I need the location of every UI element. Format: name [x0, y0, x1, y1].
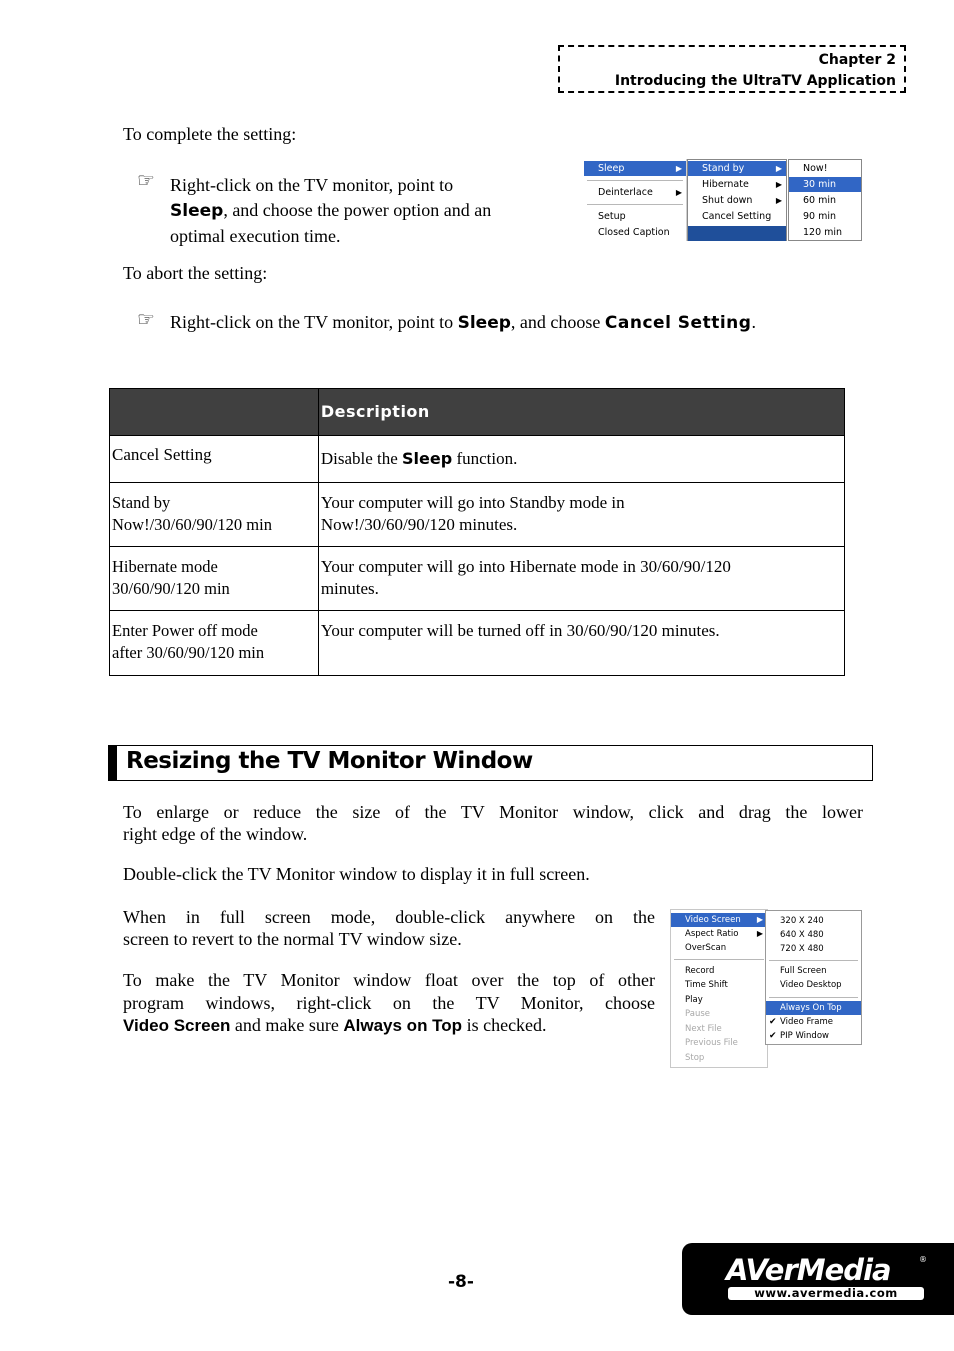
menu-item-closed-caption[interactable]: Closed Caption: [598, 227, 670, 238]
row-option: Enter Power off mode: [112, 621, 258, 640]
row-desc-bold: Sleep: [402, 449, 453, 468]
menu-item-sleep[interactable]: Sleep ▶: [584, 161, 686, 176]
abort-step-prefix: Right-click on the TV monitor, point to: [170, 312, 454, 332]
menu-item-cancel-setting[interactable]: Cancel Setting: [702, 211, 772, 222]
row-option: Stand by: [112, 493, 171, 512]
resize-p4-end: is checked.: [466, 1015, 547, 1035]
video-screen-menu-screenshot: [670, 909, 863, 1068]
resize-paragraph-3: [123, 906, 655, 950]
context-menu-video-main: [670, 909, 768, 1068]
menu-item-60min[interactable]: 60 min: [803, 195, 837, 206]
abort-step-cancel: Cancel Setting: [604, 313, 752, 333]
table-row: [110, 611, 845, 676]
resize-p3-line1: When in full screen mode, double-click anywhere on the: [123, 907, 655, 927]
menu-item-now[interactable]: Now!: [803, 163, 828, 174]
logo-url: www.avermedia.com: [754, 1286, 898, 1300]
menu-item-30min[interactable]: 30 min: [789, 177, 861, 192]
table-row: [110, 483, 845, 547]
heading-bar: [109, 746, 117, 780]
menu-item-pause: Pause: [685, 1009, 710, 1019]
check-icon: ✔: [769, 1031, 777, 1041]
complete-step-sleep: Sleep: [170, 201, 224, 221]
chapter-number: Chapter 2: [818, 52, 896, 68]
chapter-title: Introducing the UltraTV Application: [614, 73, 896, 89]
abort-step-end: .: [751, 312, 756, 332]
context-menu-video-sub: [765, 910, 862, 1045]
row-desc-line1: Your computer will be turned off in 30/60/90/120 minutes.: [320, 621, 720, 640]
context-menu-sleep-sub: [687, 159, 787, 241]
row-option: Hibernate mode: [112, 557, 218, 576]
table-header-row: [110, 389, 845, 436]
resize-p1-line2: right edge of the window.: [123, 824, 308, 844]
row-option: Cancel Setting: [112, 445, 212, 464]
abort-step-sleep: Sleep: [457, 313, 511, 333]
row-desc-line2: minutes.: [320, 579, 379, 598]
menu-item-next-file: Next File: [685, 1024, 722, 1034]
menu-item-video-screen[interactable]: Video Screen ▶: [671, 913, 767, 927]
abort-step-middle: , and choose: [510, 312, 601, 332]
menu-item-720x480[interactable]: 720 X 480: [780, 944, 824, 954]
resize-paragraph-4: [123, 969, 655, 1038]
menu-item-full-screen[interactable]: Full Screen: [780, 966, 827, 976]
menu-item-stop: Stop: [685, 1053, 705, 1063]
resize-paragraph-2: Double-click the TV Monitor window to display it in full screen.: [123, 864, 590, 884]
row-desc-post: function.: [456, 449, 518, 468]
row-desc-pre: Disable the: [320, 449, 398, 468]
menu-item-overscan[interactable]: OverScan: [685, 943, 727, 953]
menu-item-pip-window[interactable]: ✔ PIP Window: [769, 1031, 829, 1041]
resize-p4-video-screen: Video Screen: [123, 1016, 231, 1035]
menu-item-always-on-top[interactable]: Always On Top: [766, 1001, 861, 1015]
section-heading: [108, 745, 873, 781]
menu-item-320x240[interactable]: 320 X 240: [780, 916, 824, 926]
complete-step: [170, 173, 560, 249]
complete-step-suffix2: optimal execution time.: [170, 226, 341, 246]
resize-p4-line1: To make the TV Monitor window float over the top of other: [123, 970, 655, 990]
menu-item-record[interactable]: Record: [685, 966, 715, 976]
complete-step-suffix1: , and choose the power option and an: [223, 200, 492, 220]
check-icon: ✔: [769, 1017, 777, 1027]
row-desc-line1: Your computer will go into Standby mode in: [320, 493, 625, 512]
menu-item-play[interactable]: Play: [685, 995, 703, 1005]
avermedia-logo: [682, 1243, 954, 1315]
resize-p4-line2: program windows, right-click on the TV Monitor, choose: [123, 992, 655, 1013]
row-option-detail: 30/60/90/120 min: [112, 579, 230, 598]
pointing-hand-icon: ☞: [137, 170, 155, 192]
menu-item-deinterlace[interactable]: Deinterlace ▶: [598, 187, 682, 198]
menu-item-video-frame[interactable]: ✔ Video Frame: [769, 1017, 834, 1027]
resize-paragraph-1: [123, 801, 863, 845]
abort-intro: To abort the setting:: [123, 263, 268, 283]
row-desc-line2: Now!/30/60/90/120 minutes.: [320, 515, 518, 534]
abort-step: [170, 312, 756, 333]
logo-brand: AVerMedia: [726, 1253, 891, 1287]
complete-step-prefix: Right-click on the TV monitor, point to: [170, 175, 454, 195]
row-option-detail: after 30/60/90/120 min: [112, 643, 265, 662]
row-option-detail: Now!/30/60/90/120 min: [112, 515, 272, 534]
page-number: -8-: [448, 1272, 474, 1292]
context-menu-time-sub: [788, 159, 862, 241]
context-menu-main: [584, 159, 687, 241]
resize-p4-middle: and make sure: [234, 1015, 339, 1035]
row-desc-line1: Your computer will go into Hibernate mode in 30/60/90/120: [320, 557, 731, 576]
resize-p4-always-on-top: Always on Top: [343, 1016, 463, 1035]
table-header-option: [110, 389, 319, 436]
registered-mark-icon: ®: [919, 1255, 927, 1264]
menu-item-setup[interactable]: Setup: [598, 211, 626, 222]
sleep-menu-screenshot: [584, 159, 862, 241]
menu-item-standby[interactable]: Stand by ▶: [688, 161, 786, 176]
resize-p3-line2: screen to revert to the normal TV window size.: [123, 929, 462, 949]
complete-intro: To complete the setting:: [123, 124, 297, 144]
section-title: Resizing the TV Monitor Window: [126, 748, 533, 774]
table-row: [110, 547, 845, 611]
menu-item-640x480[interactable]: 640 X 480: [780, 930, 824, 940]
sleep-options-table: [109, 388, 845, 676]
table-row: [110, 436, 845, 483]
menu-item-aspect-ratio[interactable]: Aspect Ratio ▶: [685, 929, 763, 939]
menu-item-90min[interactable]: 90 min: [803, 211, 837, 222]
resize-p1-line1: To enlarge or reduce the size of the TV Monitor window, click and drag the lower: [123, 802, 863, 822]
table-header-description: Description: [318, 389, 844, 436]
pointing-hand-icon: ☞: [137, 309, 155, 331]
menu-item-video-desktop[interactable]: Video Desktop: [780, 980, 842, 990]
menu-item-120min[interactable]: 120 min: [803, 227, 843, 238]
menu-item-shutdown[interactable]: Shut down ▶: [702, 195, 782, 206]
chapter-header: [558, 45, 906, 93]
menu-item-time-shift[interactable]: Time Shift: [685, 980, 728, 990]
menu-item-hibernate[interactable]: Hibernate ▶: [702, 179, 782, 190]
menu-item-previous-file: Previous File: [685, 1038, 738, 1048]
